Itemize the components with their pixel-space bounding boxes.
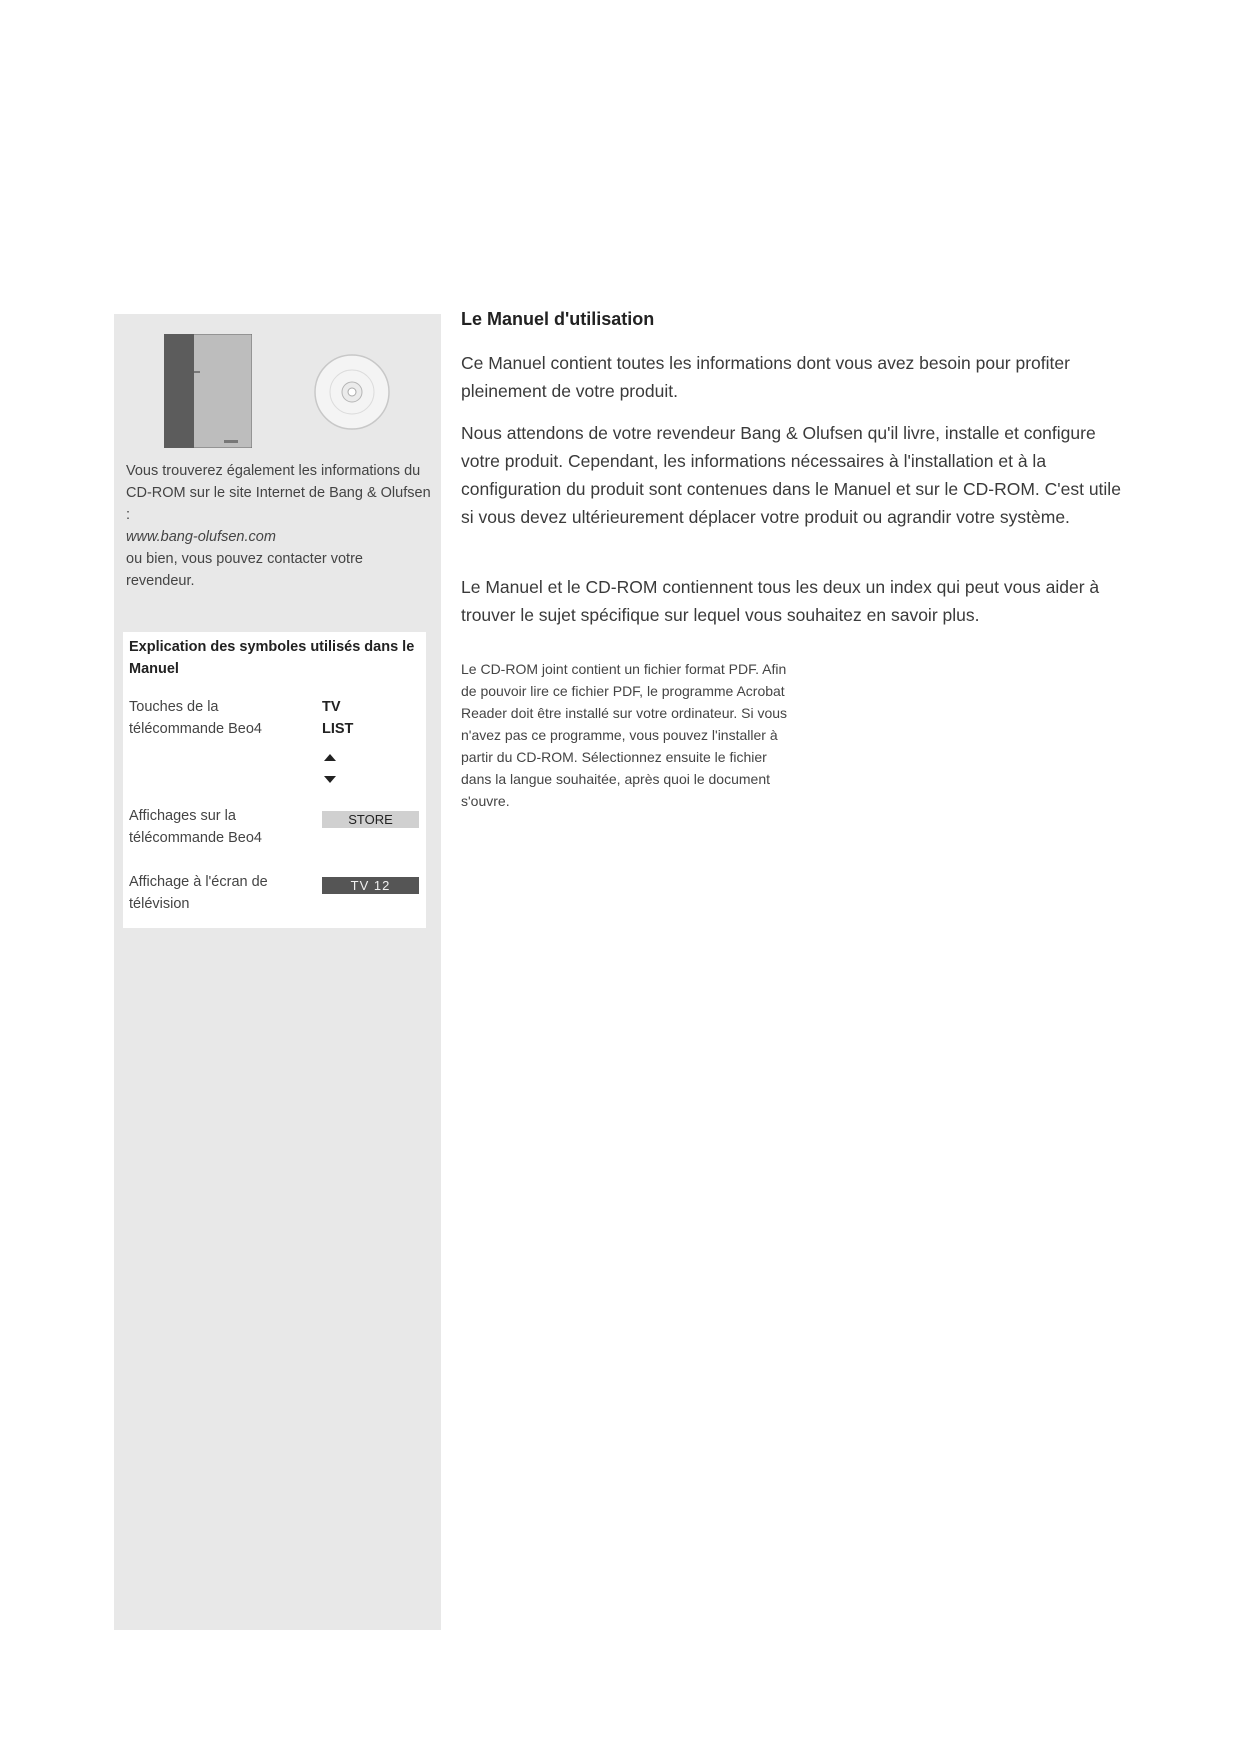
dealer-paragraph: Nous attendons de votre revendeur Bang & Olufsen qu'il livre, installe et configure votre produit. Cependant, les informations nécessaires à l'installation et à la configuration du produit sont contenues dans le Manuel et sur le CD-ROM. C'est utile si vous devez ultérieurement déplacer votre produit ou agrandir votre système. — [461, 423, 1121, 527]
sidebar-note-line: revendeur. — [126, 573, 195, 589]
tv-screen-display: TV 12 — [322, 877, 419, 894]
index-paragraph: Le Manuel et le CD-ROM contiennent tous les deux un index qui peut vous aider à trouver le sujet spécifique sur lequel vous souhaitez en savoir plus. — [461, 577, 1100, 625]
cd-rom-note: Le CD-ROM joint contient un fichier format PDF. Afin de pouvoir lire ce fichier PDF, le programme Acrobat Reader doit être installé sur votre ordinateur. Si vous n'avez pas ce programme, vous pouvez l'installer à partir du CD-ROM. Sélectionnez ensuite le fichier dans la langue souhaitée, après quoi le document s'ouvre. — [461, 661, 788, 809]
key-list: LIST — [322, 721, 354, 737]
sidebar-note — [126, 460, 434, 592]
arrow-down-icon — [324, 776, 336, 783]
sidebar-note-line: CD-ROM sur le site Internet de Bang & Olufsen : — [126, 485, 431, 523]
legend-title: Explication des symboles utilisés dans le Manuel — [129, 639, 415, 677]
page-title: Le Manuel d'utilisation — [461, 309, 655, 329]
intro-paragraph: Ce Manuel contient toutes les informations dont vous avez besoin pour profiter pleinement de votre produit. — [461, 353, 1070, 401]
cd-rom-icon — [314, 354, 390, 430]
store-display: STORE — [322, 811, 419, 828]
manual-booklet-icon — [164, 334, 252, 448]
sidebar-note-line: Vous trouverez également les informations du — [126, 463, 421, 479]
legend-label-remote-display: Affichages sur la télécommande Beo4 — [129, 808, 262, 846]
sidebar-note-line: ou bien, vous pouvez contacter votre — [126, 551, 363, 567]
website-link[interactable]: www.bang-olufsen.com — [126, 529, 276, 545]
legend-label-remote-keys: Touches de la télécommande Beo4 — [129, 699, 262, 737]
legend-label-tv-display: Affichage à l'écran de télévision — [129, 874, 268, 912]
symbols-legend-box — [123, 632, 426, 928]
key-tv: TV — [322, 699, 341, 715]
arrow-up-icon — [324, 754, 336, 761]
sidebar-panel — [114, 314, 441, 1630]
